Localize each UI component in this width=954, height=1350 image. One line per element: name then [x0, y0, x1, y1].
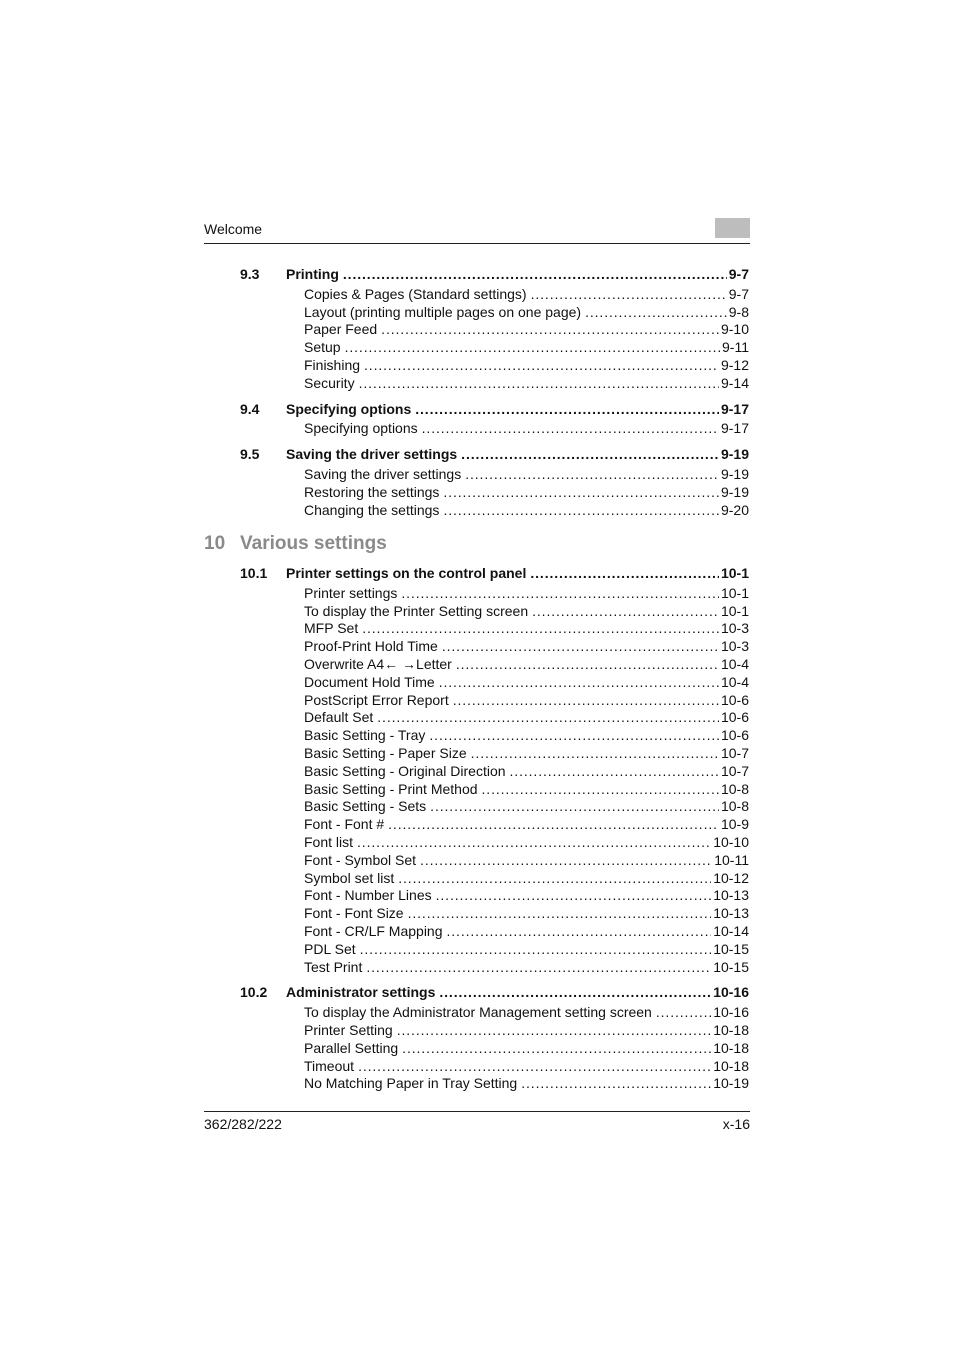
section-page: 10-16	[713, 984, 749, 1001]
dot-leader	[436, 887, 712, 905]
subentry-page: 10-12	[713, 869, 749, 886]
section-title: Printer settings on the control panel	[286, 565, 527, 581]
dot-leader	[397, 1022, 711, 1040]
subentry-title: Paper Feed	[304, 321, 378, 338]
subentry-title: MFP Set	[304, 620, 359, 637]
toc-subentry[interactable]	[240, 852, 749, 870]
dot-leader	[381, 321, 719, 339]
toc-section-entry[interactable]	[240, 446, 749, 464]
toc-section-entry[interactable]	[240, 984, 749, 1002]
dot-leader	[359, 375, 719, 393]
subentry-page: 10-13	[713, 905, 749, 922]
subentry-title: Basic Setting - Tray	[304, 727, 426, 744]
subentry-title: Overwrite A4← →Letter	[304, 655, 452, 672]
section-title: Administrator settings	[286, 984, 436, 1001]
subentry-page: 10-14	[713, 922, 749, 939]
toc-subentry[interactable]	[240, 638, 749, 656]
subentry-page: 9-11	[722, 339, 749, 356]
toc-subentry[interactable]	[240, 375, 749, 393]
dot-leader	[471, 745, 719, 763]
dot-leader	[388, 816, 719, 834]
subentry-page: 10-6	[720, 709, 749, 726]
dot-leader	[439, 674, 719, 692]
subentry-title: Finishing	[304, 356, 361, 373]
section-title: Specifying options	[286, 400, 412, 417]
dot-leader	[530, 565, 719, 583]
section-number: 10.2	[240, 984, 268, 1001]
chapter-title: Various settings	[240, 533, 387, 554]
subentry-title: Test Print	[304, 958, 363, 975]
subentry-page: 10-8	[720, 798, 749, 815]
dot-leader	[377, 709, 719, 727]
subentry-title: PDL Set	[304, 940, 356, 957]
subentry-page: 10-18	[713, 1057, 749, 1074]
dot-leader	[358, 1058, 711, 1076]
dot-leader	[430, 798, 719, 816]
footer-model: 362/282/222	[204, 1116, 282, 1132]
toc-subentry[interactable]	[240, 656, 749, 674]
toc-subentry[interactable]	[240, 1004, 749, 1022]
dot-leader	[585, 304, 727, 322]
subentry-title: Proof-Print Hold Time	[304, 638, 438, 655]
dot-leader	[398, 870, 711, 888]
subentry-page: 9-20	[720, 501, 749, 518]
dot-leader	[439, 984, 711, 1002]
footer-page-number: x-16	[722, 1116, 750, 1132]
dot-leader	[357, 834, 711, 852]
toc-subentry[interactable]	[240, 484, 749, 502]
toc-subentry[interactable]	[240, 304, 749, 322]
toc-subentry[interactable]	[240, 1040, 749, 1058]
subentry-page: 10-8	[720, 780, 749, 797]
toc-subentry[interactable]	[240, 339, 749, 357]
subentry-title: Parallel Setting	[304, 1039, 399, 1056]
toc-subentry[interactable]	[240, 1022, 749, 1040]
subentry-page: 10-4	[720, 673, 749, 690]
subentry-title: Basic Setting - Sets	[304, 798, 427, 815]
subentry-title: Font - CR/LF Mapping	[304, 922, 443, 939]
dot-leader	[482, 781, 719, 799]
dot-leader	[531, 286, 727, 304]
toc-subentry[interactable]	[240, 870, 749, 888]
toc-section-entry[interactable]	[240, 401, 749, 419]
subentry-page: 9-12	[720, 356, 749, 373]
subentry-page: 9-17	[720, 420, 749, 437]
subentry-page: 10-11	[714, 851, 749, 868]
subentry-page: 10-6	[720, 691, 749, 708]
subentry-title: PostScript Error Report	[304, 691, 449, 708]
dot-leader	[362, 620, 719, 638]
dot-leader	[510, 763, 719, 781]
section-title: Printing	[286, 266, 339, 282]
subentry-title: Changing the settings	[304, 501, 440, 518]
subentry-page: 10-9	[720, 816, 749, 833]
section-page: 9-17	[720, 400, 749, 417]
subentry-page: 9-10	[720, 321, 749, 338]
dot-leader	[429, 727, 719, 745]
toc-subentry[interactable]	[240, 816, 749, 834]
dot-leader	[360, 941, 712, 959]
toc-subentry[interactable]	[240, 887, 749, 905]
toc-subentry[interactable]	[240, 745, 749, 763]
subentry-page: 10-13	[713, 887, 749, 904]
subentry-page: 10-15	[713, 940, 749, 957]
toc-subentry[interactable]	[240, 709, 749, 727]
dot-leader	[420, 852, 712, 870]
subentry-page: 10-18	[713, 1039, 749, 1056]
toc-subentry[interactable]	[240, 781, 749, 799]
subentry-page: 10-7	[720, 762, 749, 779]
subentry-title: Font list	[304, 833, 354, 850]
dot-leader	[656, 1004, 711, 1022]
section-page: 9-7	[728, 266, 749, 282]
subentry-page: 9-7	[728, 285, 749, 302]
subentry-title: Printer Setting	[304, 1021, 393, 1038]
section-number: 10.1	[240, 565, 268, 581]
subentry-page: 10-19	[713, 1075, 749, 1092]
chapter-tab-marker	[715, 218, 750, 238]
dot-leader	[408, 905, 712, 923]
toc-subentry[interactable]	[240, 502, 749, 520]
chapter-heading	[204, 533, 387, 555]
dot-leader	[465, 466, 719, 484]
subentry-title: Basic Setting - Print Method	[304, 780, 478, 797]
toc-subentry[interactable]	[240, 905, 749, 923]
toc-subentry[interactable]	[240, 603, 749, 621]
dot-leader	[443, 502, 719, 520]
subentry-page: 10-1	[720, 584, 749, 601]
section-number: 9.4	[240, 400, 260, 417]
toc-section-entry[interactable]	[240, 565, 749, 583]
subentry-title: Printer settings	[304, 584, 398, 601]
toc-subentry[interactable]	[240, 727, 749, 745]
subentry-title: Basic Setting - Original Direction	[304, 762, 506, 779]
toc-subentry[interactable]	[240, 321, 749, 339]
toc-section-9	[240, 266, 749, 519]
dot-leader	[447, 923, 712, 941]
subentry-title: Specifying options	[304, 420, 418, 437]
toc-section-10	[240, 565, 749, 1093]
dot-leader	[532, 603, 719, 621]
dot-leader	[422, 420, 719, 438]
subentry-title: To display the Administrator Management setting screen	[304, 1004, 652, 1021]
subentry-title: Font - Symbol Set	[304, 851, 417, 868]
subentry-title: Basic Setting - Paper Size	[304, 744, 467, 761]
subentry-title: Restoring the settings	[304, 483, 440, 500]
section-page: 10-1	[720, 565, 749, 581]
toc-subentry[interactable]	[240, 466, 749, 484]
subentry-title: Setup	[304, 339, 341, 356]
dot-leader	[345, 339, 720, 357]
subentry-page: 10-6	[720, 727, 749, 744]
page-footer	[204, 1111, 750, 1136]
subentry-title: To display the Printer Setting screen	[304, 602, 529, 619]
subentry-title: Default Set	[304, 709, 374, 726]
subentry-title: Timeout	[304, 1057, 355, 1074]
dot-leader	[366, 959, 711, 977]
subentry-page: 9-14	[720, 374, 749, 391]
subentry-page: 10-7	[720, 744, 749, 761]
subentry-title: Copies & Pages (Standard settings)	[304, 285, 527, 302]
toc-subentry[interactable]	[240, 674, 749, 692]
subentry-title: Font - Font Size	[304, 905, 404, 922]
chapter-number: 10	[204, 533, 226, 554]
dot-leader	[401, 585, 719, 603]
subentry-title: Security	[304, 374, 355, 391]
subentry-page: 10-15	[713, 958, 749, 975]
subentry-page: 9-8	[728, 303, 749, 320]
dot-leader	[456, 656, 719, 674]
toc-subentry[interactable]	[240, 692, 749, 710]
toc-subentry[interactable]	[240, 798, 749, 816]
toc-subentry[interactable]	[240, 959, 749, 977]
subentry-title: Font - Number Lines	[304, 887, 432, 904]
toc-subentry[interactable]	[240, 585, 749, 603]
dot-leader	[343, 266, 727, 284]
toc-subentry[interactable]	[240, 420, 749, 438]
subentry-page: 10-3	[720, 638, 749, 655]
dot-leader	[453, 692, 719, 710]
subentry-page: 10-3	[720, 620, 749, 637]
section-number: 9.5	[240, 446, 260, 463]
subentry-title: Font - Font #	[304, 816, 385, 833]
toc-subentry[interactable]	[240, 923, 749, 941]
toc-subentry[interactable]	[240, 1075, 749, 1093]
toc-section-entry[interactable]	[240, 266, 749, 284]
toc-subentry[interactable]	[240, 834, 749, 852]
dot-leader	[443, 484, 719, 502]
subentry-page: 10-16	[713, 1004, 749, 1021]
page-header	[204, 216, 750, 244]
toc-subentry[interactable]	[240, 763, 749, 781]
dot-leader	[461, 446, 719, 464]
toc-subentry[interactable]	[240, 1058, 749, 1076]
header-title: Welcome	[204, 221, 263, 237]
subentry-page: 10-1	[720, 602, 749, 619]
subentry-title: Layout (printing multiple pages on one page)	[304, 303, 582, 320]
dot-leader	[442, 638, 719, 656]
dot-leader	[402, 1040, 711, 1058]
subentry-title: Symbol set list	[304, 869, 395, 886]
subentry-page: 9-19	[720, 465, 749, 482]
subentry-page: 10-4	[720, 655, 749, 672]
toc-subentry[interactable]	[240, 620, 749, 638]
subentry-page: 10-10	[713, 833, 749, 850]
subentry-title: Saving the driver settings	[304, 465, 462, 482]
subentry-page: 10-18	[713, 1021, 749, 1038]
dot-leader	[364, 357, 719, 375]
toc-subentry[interactable]	[240, 941, 749, 959]
toc-subentry[interactable]	[240, 286, 749, 304]
section-number: 9.3	[240, 266, 260, 282]
toc-subentry[interactable]	[240, 357, 749, 375]
subentry-title: No Matching Paper in Tray Setting	[304, 1075, 518, 1092]
subentry-title: Document Hold Time	[304, 673, 435, 690]
section-title: Saving the driver settings	[286, 446, 458, 463]
subentry-page: 9-19	[720, 483, 749, 500]
dot-leader	[415, 401, 719, 419]
section-page: 9-19	[720, 446, 749, 463]
dot-leader	[521, 1075, 711, 1093]
